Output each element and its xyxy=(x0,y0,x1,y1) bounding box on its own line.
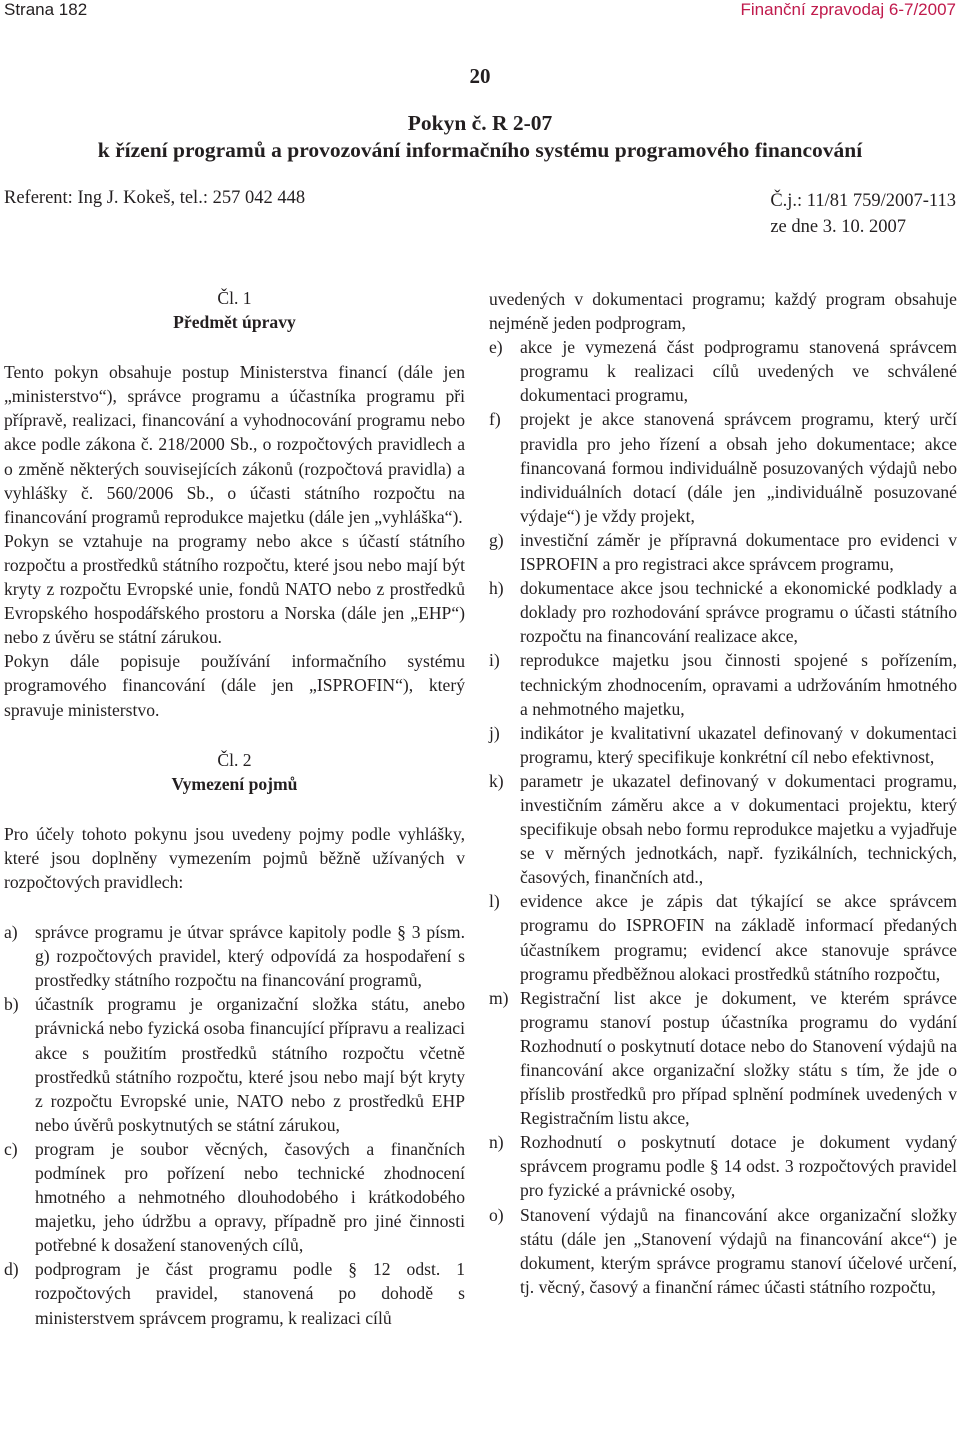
definition-label: c) xyxy=(4,1138,18,1159)
document-number: 20 xyxy=(469,64,491,88)
definition-label: b) xyxy=(4,994,19,1015)
article-1-paragraph: Pokyn se vztahuje na programy nebo akce s účastí státního rozpočtu a prostředků státního rozpočtu, které jsou nebo mají být kryty z rozpočtu Evropské unie, fondů NATO nebo z prostředků Evropského hospodářského prostoru a Norska (dále jen „EHP“) nebo z úvěru se státní zárukou. xyxy=(4,530,465,648)
definition-label: m) xyxy=(489,987,509,1008)
definition-text: evidence akce je zápis dat týkající se akce správcem programu do ISPROFIN na základě informací předaných účastníkem programu; evidencí akce stanovuje správce programu předběžnou alokaci prostředků státního rozpočtu, xyxy=(520,891,957,984)
definition-item xyxy=(489,648,957,720)
article-2-number: Čl. 2 xyxy=(217,749,252,770)
definition-text: investiční záměr je přípravná dokumentace pro evidenci v ISPROFIN a pro registraci akce správcem programu, xyxy=(520,529,957,575)
definition-item xyxy=(489,986,957,1131)
definition-item xyxy=(489,769,957,889)
reference-date: ze dne 3. 10. 2007 xyxy=(770,217,906,237)
definition-text: dokumentace akce jsou technické a ekonomické podklady a doklady pro rozhodování správce programu o účasti státního rozpočtu na financování realizace akce, xyxy=(520,578,957,647)
definition-text: podprogram je část programu podle § 12 odst. 1 rozpočtových pravidel, stanovená po dohodě s ministerstvem správcem programu, k realizaci cílů xyxy=(35,1259,465,1328)
definition-text: program je soubor věcných, časových a finančních podmínek pro pořízení nebo technické zhodnocení hmotného a nehmotného dlouhodobého i krátkodobého majetku, jeho údržbu a opravy, případně pro jiné činnosti potřebné k dosažení stanovených cílů, xyxy=(35,1138,465,1256)
article-2-title: Vymezení pojmů xyxy=(171,773,298,794)
definition-item xyxy=(489,1203,957,1299)
journal-name: Finanční zpravodaj 6-7/2007 xyxy=(740,0,956,19)
definition-text: Rozhodnutí o poskytnutí dotace je dokument vydaný správcem programu podle § 14 odst. 3 rozpočtových pravidel pro fyzické a právnické osoby, xyxy=(520,1132,957,1201)
referent: Referent: Ing J. Kokeš, tel.: 257 042 448 xyxy=(4,188,306,208)
definition-item xyxy=(489,721,957,769)
definition-label: i) xyxy=(489,650,500,671)
definition-item xyxy=(4,1137,465,1257)
definition-label: h) xyxy=(489,578,504,599)
article-1-paragraph: Pokyn dále popisuje používání informačního systému programového financování (dále jen „ISPROFIN“), který spravuje ministerstvo. xyxy=(4,651,465,720)
definition-item xyxy=(4,920,465,992)
definition-label: n) xyxy=(489,1132,504,1153)
document-title xyxy=(0,110,960,164)
article-1-number: Čl. 1 xyxy=(217,288,252,308)
definition-label: g) xyxy=(489,529,504,550)
definition-item xyxy=(4,992,465,1137)
definition-text: správce programu je útvar správce kapitoly podle § 3 písm. g) rozpočtových pravidel, který odpovídá za hospodaření s prostředky státního rozpočtu na financování programů, xyxy=(35,922,465,991)
reference-number: Č.j.: 11/81 759/2007-113 xyxy=(770,191,956,211)
definition-label: l) xyxy=(489,891,500,912)
definition-label: f) xyxy=(489,409,501,430)
definition-text: Stanovení výdajů na financování akce organizační složky státu (dále jen „Stanovení výdajů na financování akce“) je dokument, kterým správce programu stanoví účelové určení, tj. věcný, časový a finanční rámec účasti státního rozpočtu, xyxy=(520,1204,957,1297)
article-1-paragraph: Tento pokyn obsahuje postup Ministerstva financí (dále jen „ministerstvo“), správce programu a účastníka programu při přípravě, realizaci, financování a vyhodnocování programu nebo akce podle zákona č. 218/2000 Sb., o rozpočtových pravidlech a o změně některých souvisejících zákonů (rozpočtová pravidla) a vyhlášky č. 560/2006 Sb., o účasti státního rozpočtu na financování programů reprodukce majetku (dále jen „vyhláška“). xyxy=(4,362,465,527)
title-line-2: k řízení programů a provozování informačního systému programového financování xyxy=(97,138,863,162)
definition-item xyxy=(489,407,957,527)
running-header xyxy=(0,0,960,24)
article-2-intro: Pro účely tohoto pokynu jsou uvedeny pojmy podle vyhlášky, které jsou doplněny vymezením pojmů běžně užívaných v rozpočtových pravidlech: xyxy=(4,823,465,892)
definition-label: o) xyxy=(489,1204,504,1225)
definition-item xyxy=(489,335,957,407)
definition-text: Registrační list akce je dokument, ve kterém správce programu stanoví postup účastníka programu do vydání Rozhodnutí o poskytnutí dotace nebo do Stanovení výdajů na financování akce organizační složky státu s tím, že jde o příslib prostředků pro případ splnění podmínek uvedených v Registračním listu akce, xyxy=(520,987,957,1129)
definition-label: a) xyxy=(4,922,18,943)
page-number: Strana 182 xyxy=(4,0,88,19)
definition-item xyxy=(489,528,957,576)
definition-text: parametr je ukazatel definovaný v dokumentaci programu, investičním záměru akce a v dokumentaci projektu, který specifikuje obsah nebo formu reprodukce majetku a vyjadřuje se v měrných jednotkách, např. fyzikálních, technických, časových, finančních atd., xyxy=(520,770,957,888)
definition-label: e) xyxy=(489,337,503,358)
left-column xyxy=(4,286,465,1330)
definition-text: účastník programu je organizační složka státu, anebo právnická nebo fyzická osoba financující přípravu a realizaci akce s použitím prostředků státního rozpočtu včetně prostředků státního rozpočtu, které jsou nebo mají být kryty z rozpočtu Evropské unie, NATO nebo z prostředků EHP nebo úvěrů poskytnutých se státní zárukou, xyxy=(35,994,465,1135)
definition-item xyxy=(4,1257,465,1329)
definition-text: projekt je akce stanovená správcem programu, který určí pravidla pro jeho řízení a obsah jeho dokumentace; akce financovaná formou individuálně posuzovaných výdajů nebo individuálních dotací (dále jen „individuálně posuzované výdaje“) je vždy projekt, xyxy=(520,409,957,526)
definition-label: d) xyxy=(4,1259,19,1280)
definition-item xyxy=(489,576,957,648)
definition-item xyxy=(489,1130,957,1202)
definition-label: k) xyxy=(489,770,504,791)
article-1-title: Předmět úpravy xyxy=(173,312,296,333)
definition-text: reprodukce majetku jsou činnosti spojené s pořízením, technickým zhodnocením, opravami a udržováním hmotného a nehmotného majetku, xyxy=(520,650,957,719)
definition-item xyxy=(489,889,957,985)
definition-text: akce je vymezená část podprogramu stanovená správcem programu k realizaci cílů uvedených ve schválené dokumentaci programu, xyxy=(520,337,957,406)
title-line-1: Pokyn č. R 2-07 xyxy=(407,111,553,135)
definition-text: indikátor je kvalitativní ukazatel definovaný v dokumentaci programu, který specifikuje konkrétní cíl nebo efektivnost, xyxy=(520,722,957,767)
definition-label: j) xyxy=(489,722,500,743)
reference-block xyxy=(770,188,956,240)
right-column xyxy=(489,287,957,1299)
definition-continuation: uvedených v dokumentaci programu; každý program obsahuje nejméně jeden podprogram, xyxy=(489,289,957,334)
